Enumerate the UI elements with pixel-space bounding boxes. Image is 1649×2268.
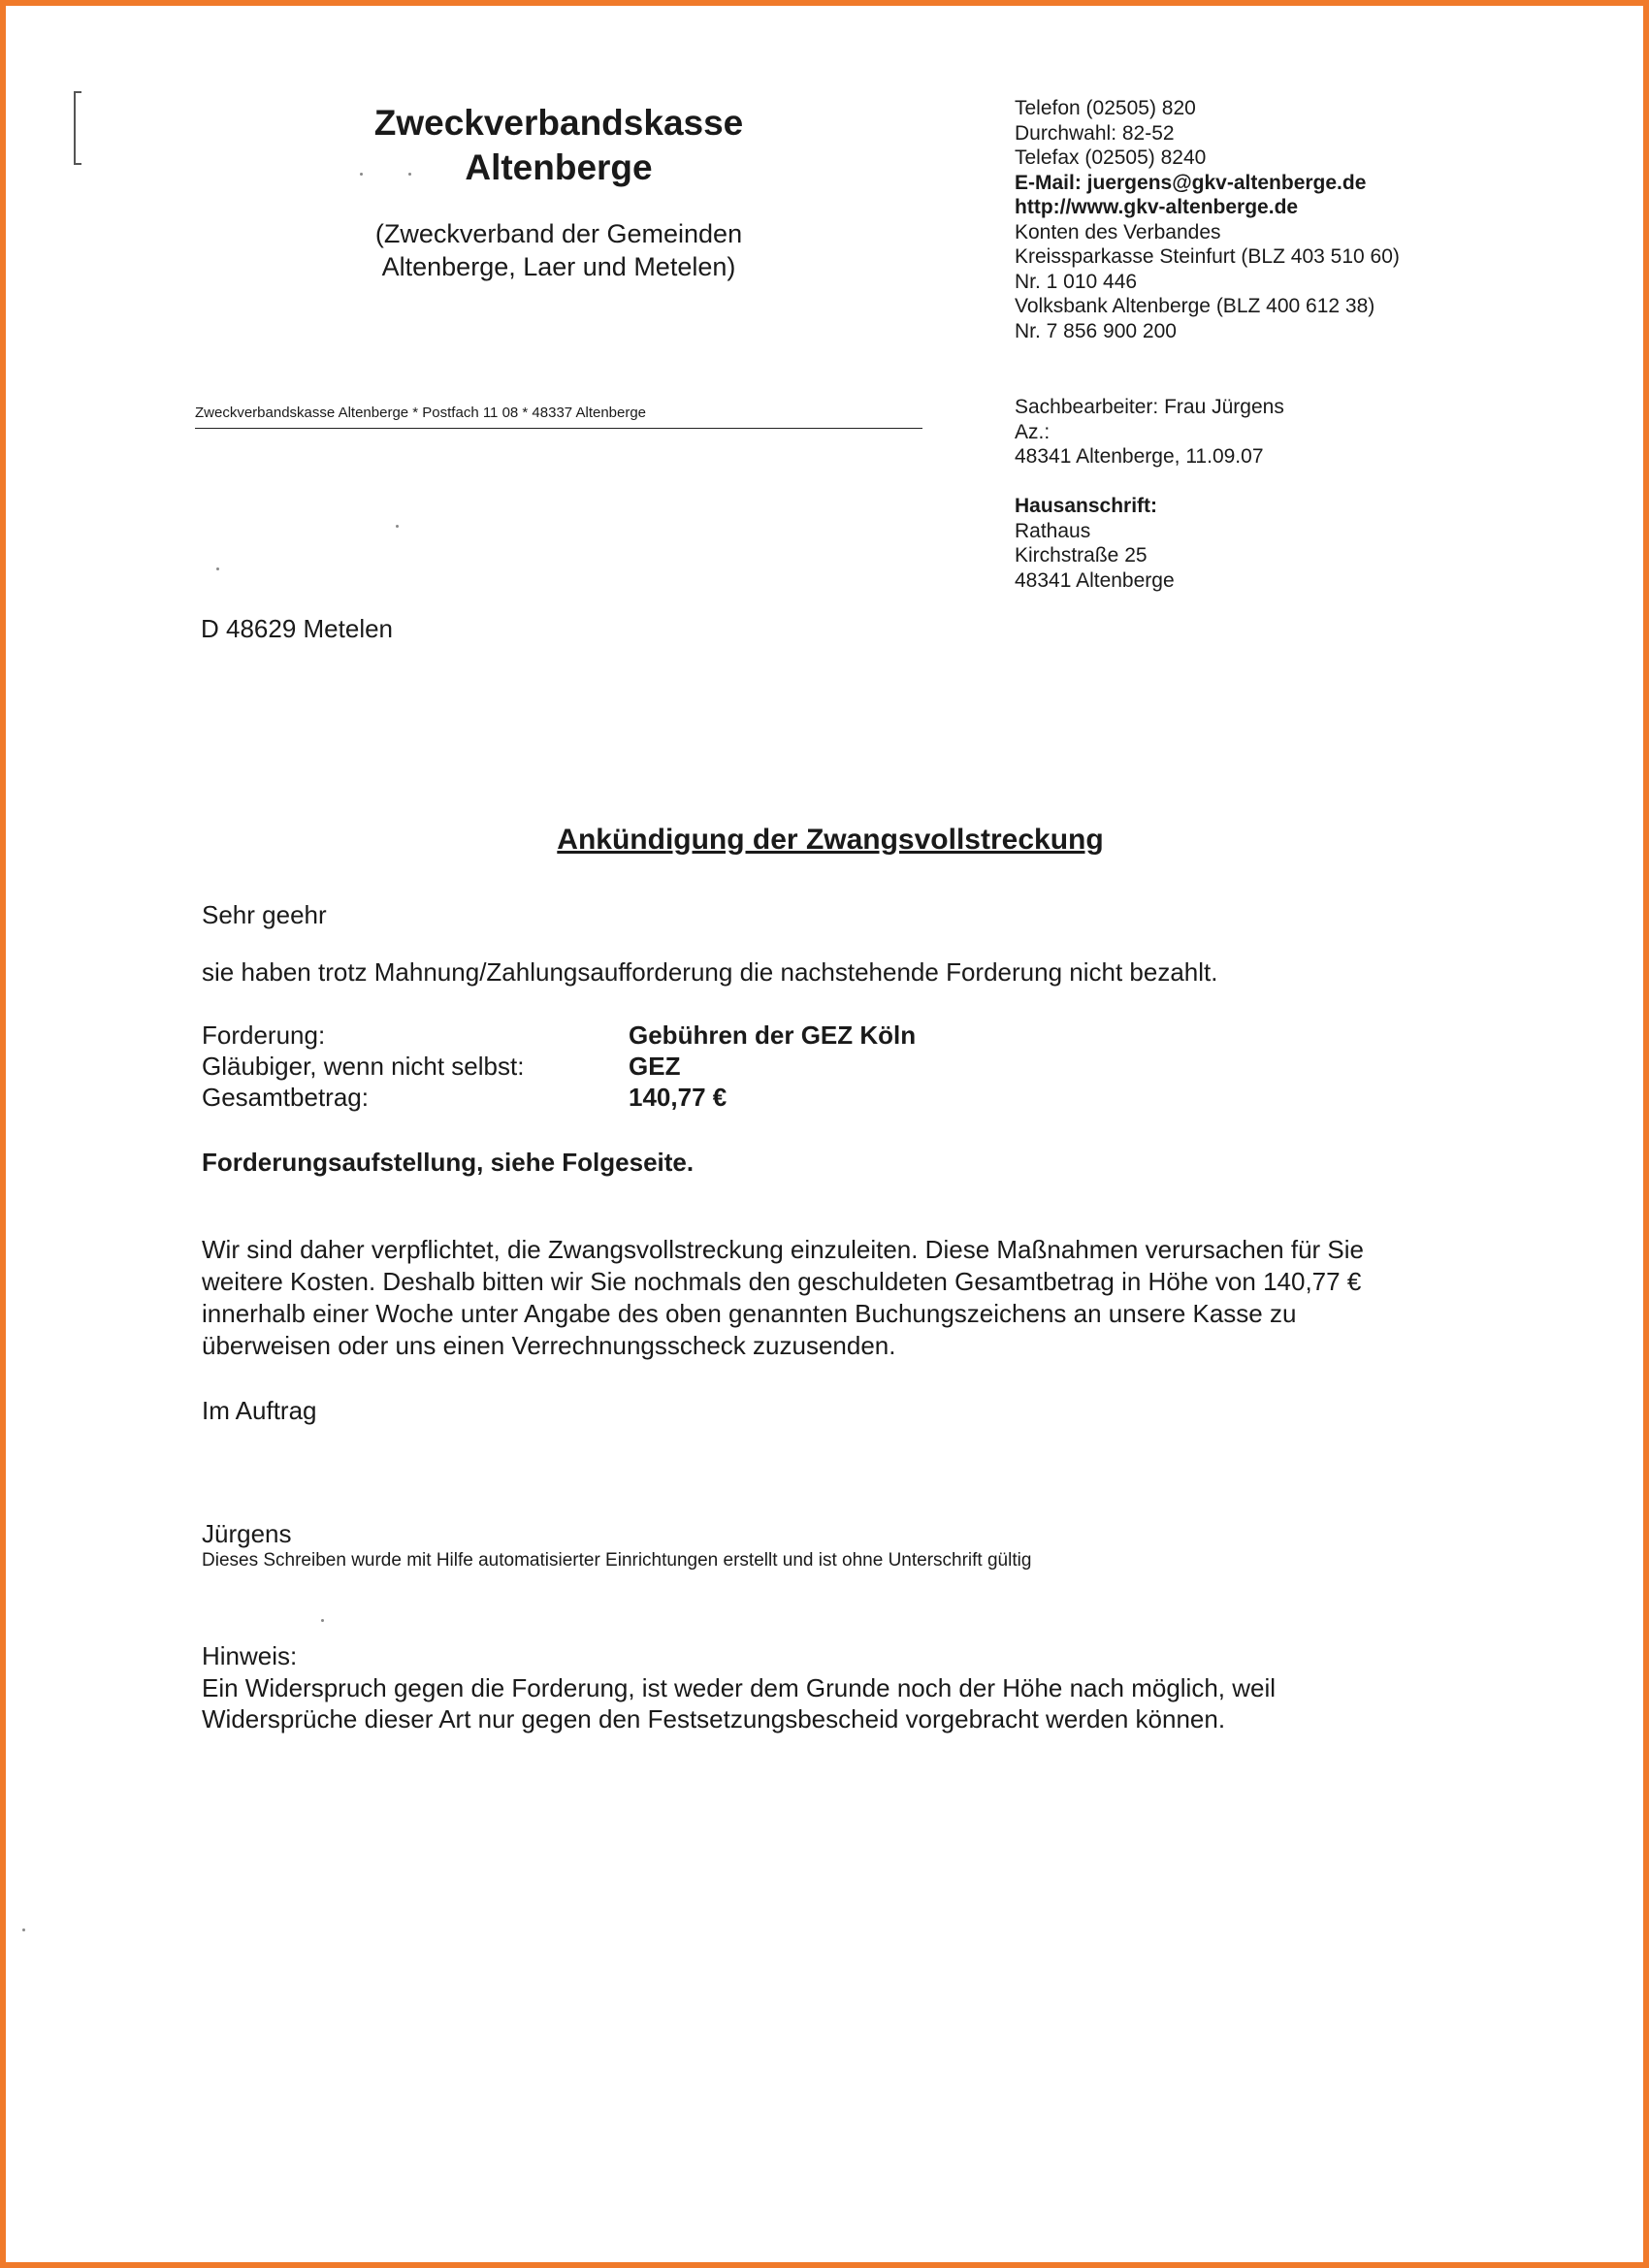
contact-block xyxy=(1015,96,1400,343)
fax: Telefax (02505) 8240 xyxy=(1015,146,1207,169)
bank2-number: Nr. 7 856 900 200 xyxy=(1015,319,1177,342)
automation-note: Dieses Schreiben wurde mit Hilfe automatisierter Einrichtungen erstellt und ist ohne Unterschrift gültig xyxy=(202,1550,1032,1571)
clerk-block xyxy=(1015,395,1284,470)
claim-row xyxy=(202,1020,916,1051)
claim-value: Gebühren der GEZ Köln xyxy=(629,1021,917,1050)
claim-label: Gläubiger, wenn nicht selbst: xyxy=(202,1052,525,1081)
claim-label: Gesamtbetrag: xyxy=(202,1083,369,1112)
organization-subtitle xyxy=(277,217,840,283)
salutation: Sehr geehr xyxy=(202,900,327,929)
bank2: Volksbank Altenberge (BLZ 400 612 38) xyxy=(1015,295,1375,317)
hint-label: Hinweis: xyxy=(202,1641,298,1670)
house-address-block xyxy=(1015,494,1175,593)
org-name-line2: Altenberge xyxy=(465,147,653,187)
hint-line: Ein Widerspruch gegen die Forderung, ist weder dem Grunde noch der Höhe nach möglich, weil xyxy=(202,1673,1277,1702)
reference: Az.: xyxy=(1015,420,1051,443)
scan-speck xyxy=(408,173,411,176)
website-link[interactable]: http://www.gkv-altenberge.de xyxy=(1015,196,1299,218)
phone: Telefon (02505) 820 xyxy=(1015,97,1196,119)
scan-speck xyxy=(216,567,219,570)
hint-text xyxy=(202,1672,1463,1734)
claim-table xyxy=(202,1020,916,1113)
organization-name xyxy=(277,101,840,190)
clerk-name: Sachbearbeiter: Frau Jürgens xyxy=(1015,396,1284,418)
bank1-number: Nr. 1 010 446 xyxy=(1015,270,1138,293)
org-sub-line1: (Zweckverband der Gemeinden xyxy=(374,219,743,248)
accounts-heading: Konten des Verbandes xyxy=(1015,220,1221,243)
claim-row xyxy=(202,1082,916,1113)
claim-list-note: Forderungsaufstellung, siehe Folgeseite. xyxy=(202,1148,695,1177)
house-address-line2: Kirchstraße 25 xyxy=(1015,544,1148,567)
intro-text: sie haben trotz Mahnung/Zahlungsaufforderung die nachstehende Forderung nicht bezahlt. xyxy=(202,957,1218,987)
body-line: überweisen oder uns einen Verrechnungsscheck zuzusenden. xyxy=(202,1331,896,1360)
body-line: Wir sind daher verpflichtet, die Zwangsvollstreckung einzuleiten. Diese Maßnahmen verursachen für Sie xyxy=(202,1235,1365,1264)
claim-value: 140,77 € xyxy=(629,1083,728,1112)
house-address-line3: 48341 Altenberge xyxy=(1015,568,1175,592)
org-sub-line2: Altenberge, Laer und Metelen) xyxy=(381,252,736,281)
margin-bracket xyxy=(74,91,81,165)
house-address-heading: Hausanschrift: xyxy=(1015,495,1158,517)
body-paragraph xyxy=(202,1234,1463,1362)
sender-return-address: Zweckverbandskasse Altenberge * Postfach 11 08 * 48337 Altenberge xyxy=(195,405,922,429)
place-date: 48341 Altenberge, 11.09.07 xyxy=(1015,445,1264,468)
scan-speck xyxy=(321,1619,324,1622)
extension: Durchwahl: 82-52 xyxy=(1015,121,1175,145)
org-name-line1: Zweckverbandskasse xyxy=(373,103,744,143)
house-address-line1: Rathaus xyxy=(1015,519,1091,542)
claim-row xyxy=(202,1051,916,1082)
signer-name: Jürgens xyxy=(202,1519,292,1548)
subject-heading: Ankündigung der Zwangsvollstreckung xyxy=(557,824,1104,856)
bank1: Kreissparkasse Steinfurt (BLZ 403 510 60) xyxy=(1015,245,1400,268)
body-line: innerhalb einer Woche unter Angabe des oben genannten Buchungszeichens an unsere Kasse zu xyxy=(202,1299,1297,1328)
closing: Im Auftrag xyxy=(202,1396,317,1425)
body-line: weitere Kosten. Deshalb bitten wir Sie nochmals den geschuldeten Gesamtbetrag in Höhe von 140,77 € xyxy=(202,1267,1362,1296)
claim-label: Forderung: xyxy=(202,1021,326,1050)
claim-value: GEZ xyxy=(629,1052,681,1081)
recipient-city: D 48629 Metelen xyxy=(201,614,394,643)
scan-speck xyxy=(360,173,363,176)
scan-speck xyxy=(396,525,399,528)
hint-line: Widersprüche dieser Art nur gegen den Festsetzungsbescheid vorgebracht werden können. xyxy=(202,1704,1226,1733)
email-link[interactable]: E-Mail: juergens@gkv-altenberge.de xyxy=(1015,171,1367,194)
scan-speck xyxy=(22,1928,25,1931)
